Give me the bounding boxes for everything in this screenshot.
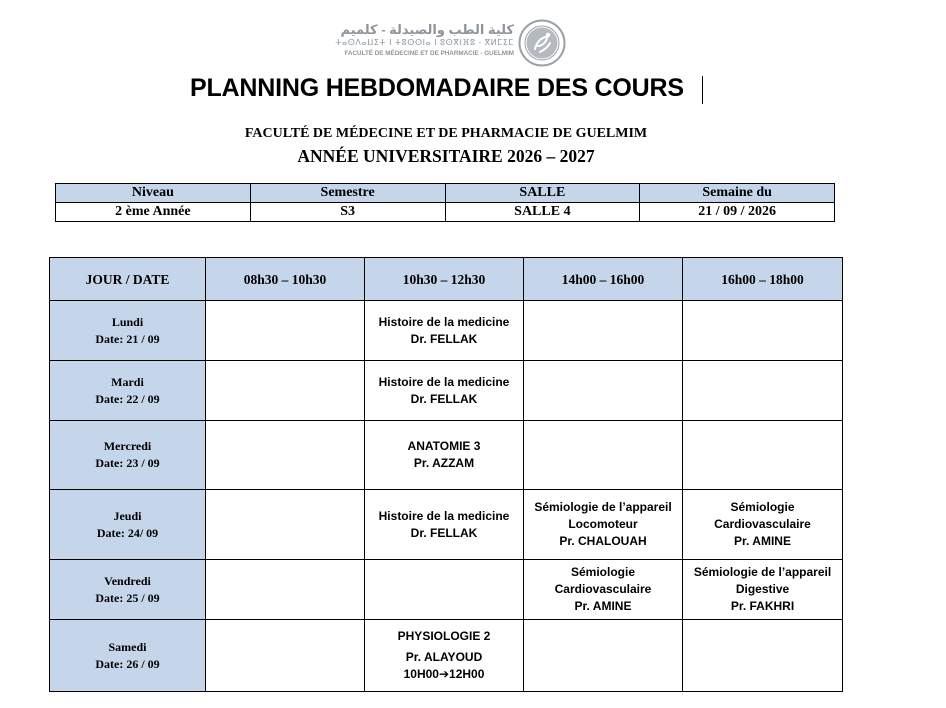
course-cell (365, 560, 524, 620)
info-value-row (56, 203, 835, 222)
day-name: Jeudi (113, 508, 142, 523)
info-value-salle: SALLE 4 (445, 203, 640, 222)
faculty-seal-icon (518, 19, 566, 67)
info-value-niveau: 2 ème Année (56, 203, 251, 222)
table-row (50, 361, 843, 421)
course-teacher: Pr. FAKHRI (730, 599, 795, 613)
table-row (50, 620, 843, 692)
course-cell (206, 421, 365, 490)
info-value-semaine: 21 / 09 / 2026 (640, 203, 835, 222)
day-name: Samedi (108, 639, 147, 654)
course-line: PHYSIOLOGIE 2 (397, 629, 491, 643)
course-cell (524, 361, 683, 421)
day-cell (50, 361, 206, 421)
day-cell (50, 560, 206, 620)
course-cell (683, 361, 843, 421)
course-cell (365, 301, 524, 361)
course-teacher: Dr. FELLAK (410, 331, 478, 346)
day-cell (50, 490, 206, 560)
day-date: Date: 22 / 09 (95, 391, 160, 406)
schedule-body (50, 301, 843, 692)
info-table (55, 183, 835, 222)
course-line: Sémiologie (570, 565, 635, 579)
academic-year: ANNÉE UNIVERSITAIRE 2026 – 2027 (297, 146, 595, 166)
course-line: Pr. ALAYOUD (405, 650, 483, 664)
page-title: PLANNING HEBDOMADAIRE DES COURS (190, 74, 684, 102)
course-line: Sémiologie (730, 500, 795, 514)
schedule-table (49, 257, 843, 692)
faculty-logo (326, 18, 566, 70)
course-line: Cardiovasculaire (714, 517, 811, 531)
course-line: Sémiologie de l’appareil (693, 565, 832, 579)
course-teacher: Pr. CHALOUAH (559, 534, 647, 548)
header-slot-3: 14h00 – 16h00 (524, 258, 683, 301)
header-slot-1: 08h30 – 10h30 (206, 258, 365, 301)
info-header-semestre: Semestre (250, 184, 445, 203)
course-teacher: Dr. FELLAK (410, 525, 478, 540)
logo-french-text: FACULTÉ DE MÉDECINE ET DE PHARMACIE - GUELMIM (344, 50, 514, 57)
header-slot-4: 16h00 – 18h00 (683, 258, 843, 301)
header-day-date: JOUR / DATE (50, 258, 206, 301)
day-date: Date: 23 / 09 (95, 456, 160, 470)
info-value-semestre: S3 (250, 203, 445, 222)
course-line: Digestive (735, 582, 790, 596)
course-cell (524, 421, 683, 490)
course-line: Locomoteur (568, 517, 638, 531)
logo-text (335, 22, 514, 58)
course-teacher: Pr. AMINE (574, 599, 632, 613)
course-teacher: Pr. AMINE (734, 534, 791, 548)
course-cell (524, 560, 683, 620)
day-name: Mercredi (103, 439, 152, 453)
table-row (50, 421, 843, 490)
course-cell (365, 490, 524, 560)
course-line: Histoire de la medicine (378, 314, 510, 329)
faculty-name: FACULTÉ DE MÉDECINE ET DE PHARMACIE DE GUELMIM (244, 126, 648, 141)
day-name: Mardi (111, 374, 144, 389)
course-cell (524, 301, 683, 361)
course-cell (365, 421, 524, 490)
course-cell (683, 620, 843, 692)
course-cell (683, 421, 843, 490)
course-cell (683, 301, 843, 361)
table-row (50, 560, 843, 620)
logo-tifinagh-text: ⵜⴰⵙⴷⴰⵡⵉⵜ ⵏ ⵜⵓⵙⵙⵏⴰ ⵏ ⵓⵙⴳⵏⴼⵓ - ⴳⵍⵎⵉⵎ (335, 38, 514, 47)
text-cursor (702, 76, 703, 104)
course-line: Histoire de la medicine (378, 508, 510, 523)
table-row (50, 301, 843, 361)
day-date: Date: 25 / 09 (95, 590, 160, 605)
course-cell (206, 620, 365, 692)
day-date: Date: 26 / 09 (95, 656, 160, 671)
course-line: ANATOMIE 3 (407, 439, 481, 453)
day-cell (50, 301, 206, 361)
info-header-niveau: Niveau (56, 184, 251, 203)
day-cell (50, 421, 206, 490)
course-cell (206, 560, 365, 620)
course-cell (683, 560, 843, 620)
table-row (50, 490, 843, 560)
info-header-row (56, 184, 835, 203)
day-name: Vendredi (104, 573, 151, 588)
course-cell (365, 361, 524, 421)
course-cell (206, 301, 365, 361)
course-cell (683, 490, 843, 560)
info-header-semaine: Semaine du (640, 184, 835, 203)
course-teacher: Pr. AZZAM (413, 456, 475, 470)
header-slot-2: 10h30 – 12h30 (365, 258, 524, 301)
course-cell (524, 490, 683, 560)
day-date: Date: 24/ 09 (96, 525, 159, 540)
info-header-salle: SALLE (445, 184, 640, 203)
course-line: Cardiovasculaire (554, 582, 652, 596)
course-cell (524, 620, 683, 692)
schedule-header-row (50, 258, 843, 301)
course-time: 10H00➔12H00 (403, 667, 485, 681)
day-date: Date: 21 / 09 (95, 331, 160, 346)
course-cell (365, 620, 524, 692)
course-cell (206, 490, 365, 560)
course-line: Histoire de la medicine (378, 374, 510, 389)
course-teacher: Dr. FELLAK (410, 391, 478, 406)
course-line: Sémiologie de l’appareil (534, 500, 672, 514)
day-name: Lundi (111, 314, 144, 329)
logo-arabic-text: كلية الطب والصيدلة - كلميم (340, 22, 514, 37)
course-cell (206, 361, 365, 421)
day-cell (50, 620, 206, 692)
